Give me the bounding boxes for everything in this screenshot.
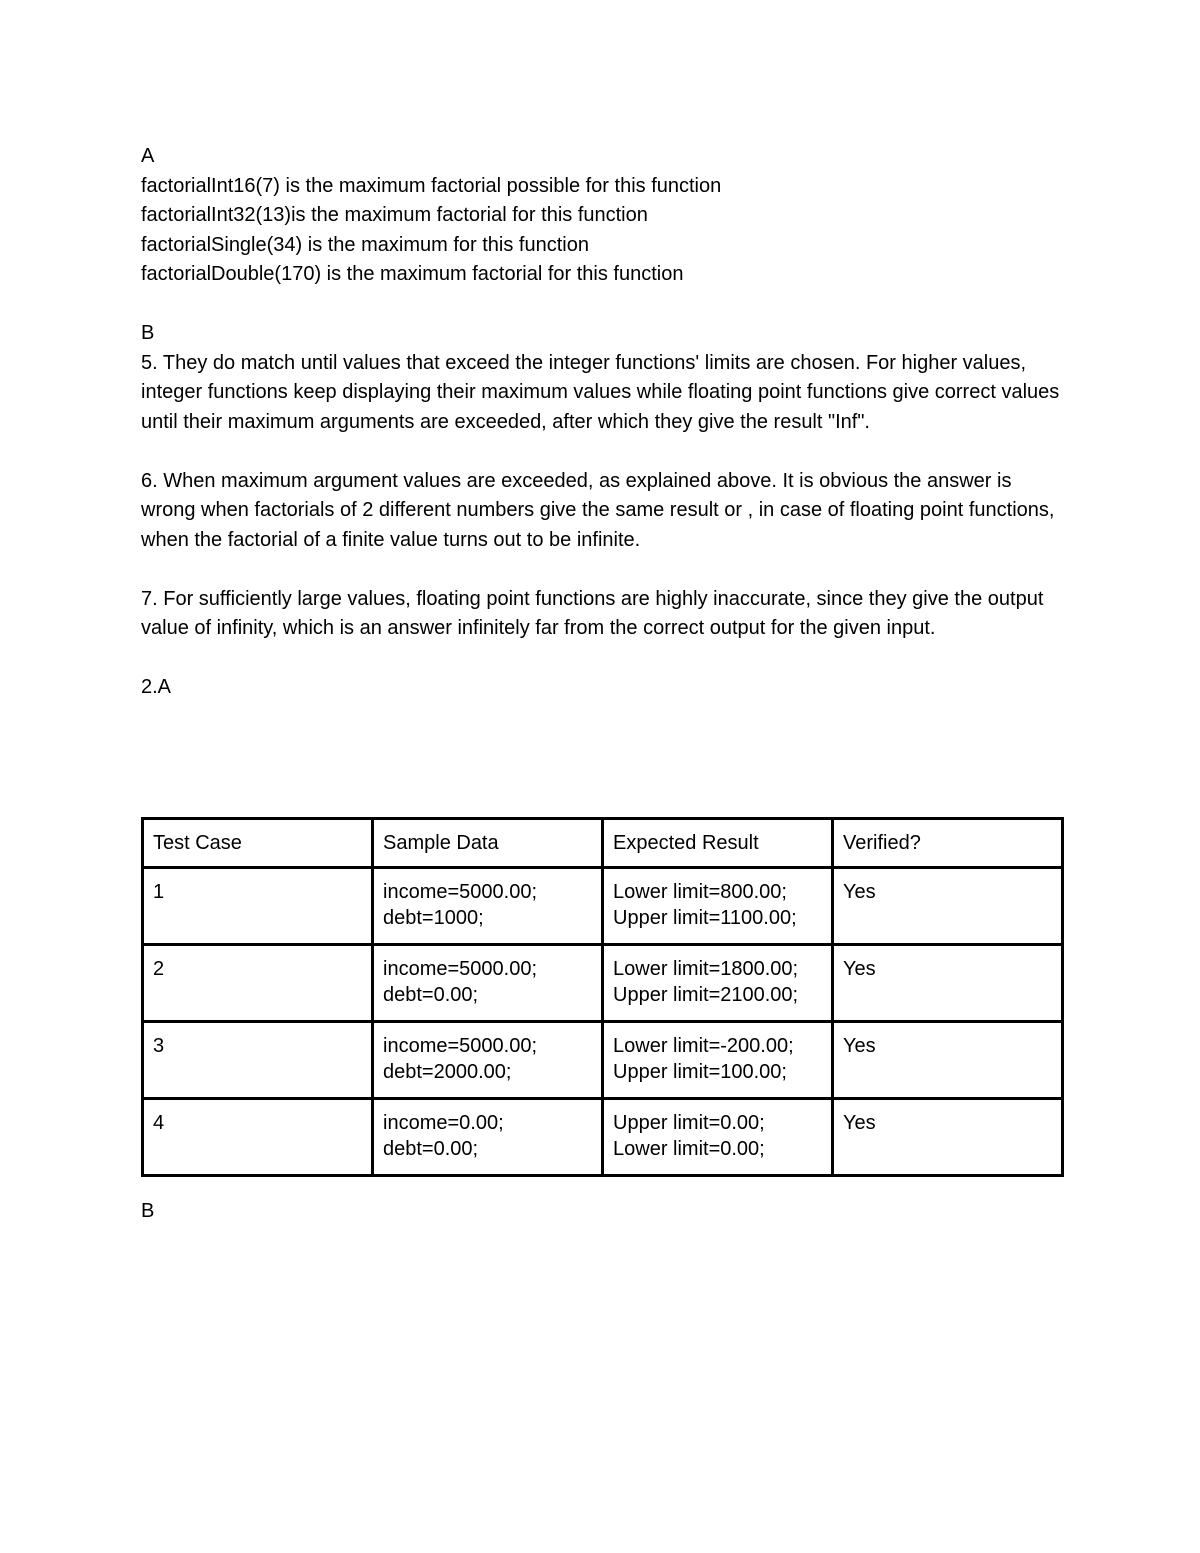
header-test-case: Test Case <box>143 819 373 868</box>
table-row <box>143 1099 1063 1176</box>
cell-expected-result <box>603 1022 833 1099</box>
result-line-1: Lower limit=1800.00; <box>613 958 799 980</box>
table-row <box>143 868 1063 945</box>
cell-sample-data <box>373 945 603 1022</box>
section-a-line-3: factorialSingle(34) is the maximum for this function <box>141 233 589 256</box>
cell-verified: Yes <box>833 868 1063 945</box>
spacer <box>141 437 1071 467</box>
answer-6-paragraph: 6. When maximum argument values are exceeded, as explained above. It is obvious the answer is wrong when factorials of 2 different numbers give the same result or , in case of floating point functions, when the factorial of a finite value turns out to be infinite. <box>141 469 1055 551</box>
answer-7-paragraph: 7. For sufficiently large values, floating point functions are highly inaccurate, since they give the output value of infinity, which is an answer infinitely far from the correct output for the given input. <box>141 587 1044 639</box>
header-expected-result: Expected Result <box>603 819 833 868</box>
table-header-row <box>143 819 1063 868</box>
cell-sample-data <box>373 1022 603 1099</box>
header-verified: Verified? <box>833 819 1063 868</box>
cell-expected-result <box>603 945 833 1022</box>
result-line-1: Lower limit=-200.00; <box>613 1035 794 1057</box>
result-line-1: Upper limit=0.00; <box>613 1112 765 1134</box>
sample-income: income=5000.00; <box>383 1035 538 1057</box>
spacer <box>141 644 1071 674</box>
section-2b-heading: B <box>141 1200 155 1222</box>
sample-debt: debt=0.00; <box>383 984 479 1006</box>
cell-case: 2 <box>143 945 373 1022</box>
sample-debt: debt=0.00; <box>383 1138 479 1160</box>
result-line-2: Upper limit=1100.00; <box>613 907 797 929</box>
sample-debt: debt=2000.00; <box>383 1061 512 1083</box>
cell-sample-data <box>373 1099 603 1176</box>
section-b-heading: B <box>141 322 155 344</box>
spacer <box>141 555 1071 585</box>
cell-sample-data <box>373 868 603 945</box>
sample-income: income=5000.00; <box>383 958 538 980</box>
sample-debt: debt=1000; <box>383 907 484 929</box>
cell-case: 4 <box>143 1099 373 1176</box>
cell-case: 3 <box>143 1022 373 1099</box>
test-case-table <box>141 817 1064 1177</box>
result-line-2: Upper limit=100.00; <box>613 1061 787 1083</box>
section-a-line-4: factorialDouble(170) is the maximum factorial for this function <box>141 263 684 285</box>
cell-case: 1 <box>143 868 373 945</box>
result-line-2: Upper limit=2100.00; <box>613 984 799 1006</box>
answer-5-paragraph: 5. They do match until values that exceed the integer functions' limits are chosen. For higher values, integer functions keep displaying their maximum values while floating point functions give correct values until their maximum arguments are exceeded, after which they give the result "Inf". <box>141 351 1060 433</box>
section-a-line-1: factorialInt16(7) is the maximum factorial possible for this function <box>141 174 722 197</box>
result-line-2: Lower limit=0.00; <box>613 1138 765 1160</box>
result-line-1: Lower limit=800.00; <box>613 881 787 903</box>
section-a-line-2: factorialInt32(13)is the maximum factorial for this function <box>141 204 648 226</box>
table-row <box>143 1022 1063 1099</box>
document-body <box>141 142 1071 703</box>
section-a-heading: A <box>141 145 155 167</box>
sample-income: income=0.00; <box>383 1112 504 1134</box>
cell-verified: Yes <box>833 1022 1063 1099</box>
spacer <box>141 290 1071 320</box>
cell-verified: Yes <box>833 1099 1063 1176</box>
cell-expected-result <box>603 868 833 945</box>
section-2a-heading: 2.A <box>141 676 172 698</box>
table-row <box>143 945 1063 1022</box>
header-sample-data: Sample Data <box>373 819 603 868</box>
sample-income: income=5000.00; <box>383 881 538 903</box>
cell-verified: Yes <box>833 945 1063 1022</box>
cell-expected-result <box>603 1099 833 1176</box>
